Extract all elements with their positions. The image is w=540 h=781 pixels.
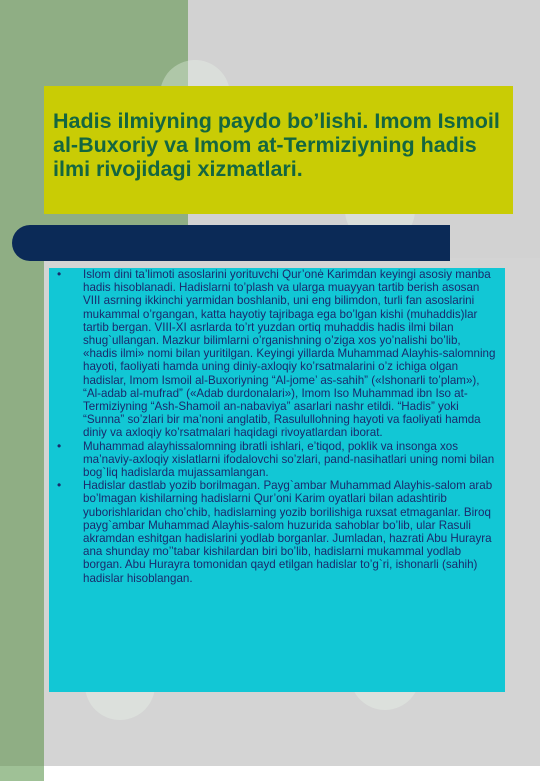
bottom-strip — [0, 766, 540, 781]
bullet-text: Hadislar dastlab yozib borilmagan. Payg`ambar Muhammad Alayhis-salom arab bo’lmagan kishilarning hadislarni Qur’oni Karim oyatlari bilan adashtirib yuborishlaridan cho’chib, hadislarning yozib borilishiga ruxsat etmaganlar. Biroq payg`ambar Muhammad Alayhis-salom huzurida sahoblar bo’lib, ular Rasuli akramdan eshitgan hadislarini yodlab borganlar. Jumladan, hazrati Abu Hurayra ana shunday mo’’tabar kishilardan biri bo’lib, hadislarni mukammal yodlab borgan. Abu Hurayra tomonidan qayd etilgan hadislar to’g`ri, ishonarli (sahih) hadislar hisoblangan. — [83, 479, 493, 585]
bullet-text: Islom dini ta’limoti asoslarini yorituvchi Qur’onė Karimdan keyingi asosiy manba hadis hisoblanadi. Hadislarni to’plash va ularga muayyan tartib berish asosan VIII asrning ikkinchi yarmidan boshlanib, uni eng bilimdon, turli fan asoslarini mukammal o’rgangan, katta hayotiy tajribaga ega bo’lgan kishi (muhaddis)lar tartib bergan. VIII-XI asrlarda to’rt yuzdan ortiq muhaddis hadis ilmi bilan shug`ullangan. Mazkur bilimlarni o’rganishning o’ziga xos yo’nalishi bo’lib, «hadis ilmi» nomi bilan yuritilgan. Keyingi yillarda Muhammad Alayhis-salomning hayoti, faoliyati hamda uning diniy-axloqiy ko’rsatmalarini o’z ichiga olgan hadislar, Imom Ismoil al-Buxoriyning “Al-jome’ as-sahih” («Ishonarli to’plam»), “Al-adab al-mufrad” («Adab durdonalari»), Imom Iso Muhammad ibn Iso at-Termiziyning “Ash-Shamoil an-nabaviya” asarlari nashr etildi. “Hadis” yoki “Sunna” so’zlari bir ma’noni anglatib, Rasulullohning hayoti va faoliyati hamda diniy va axloqiy ko’rsatmalari haqidagi rivoyatlardan iborat. — [83, 268, 496, 440]
bullet-list — [49, 268, 505, 585]
title-box — [44, 86, 513, 214]
decorative-navy-bar — [12, 225, 450, 261]
bullet-item — [49, 479, 505, 585]
bottom-green-corner — [0, 766, 44, 781]
bullet-item — [49, 268, 505, 440]
slide-title: Hadis ilmiyning paydo bo’lishi. Imom Ismoil al-Buxoriy va Imom at-Termiziyning hadis ilmi rivojidagi xizmatlari. — [53, 109, 500, 181]
bullet-text: Muhammad alayhissalomning ibratli ishlari, e’tiqod, poklik va insonga xos ma’naviy-axloqiy xislatlarni ifodalovchi so’zlari, pand-nasihatlari uning nomi bilan bog`liq hadislarda mujassamlangan. — [83, 439, 495, 480]
left-green-stripe-lower — [0, 258, 44, 766]
bullet-icon: • — [57, 478, 62, 493]
bullet-item — [49, 440, 505, 480]
bullet-icon: • — [57, 438, 62, 453]
bullet-icon: • — [57, 267, 62, 281]
